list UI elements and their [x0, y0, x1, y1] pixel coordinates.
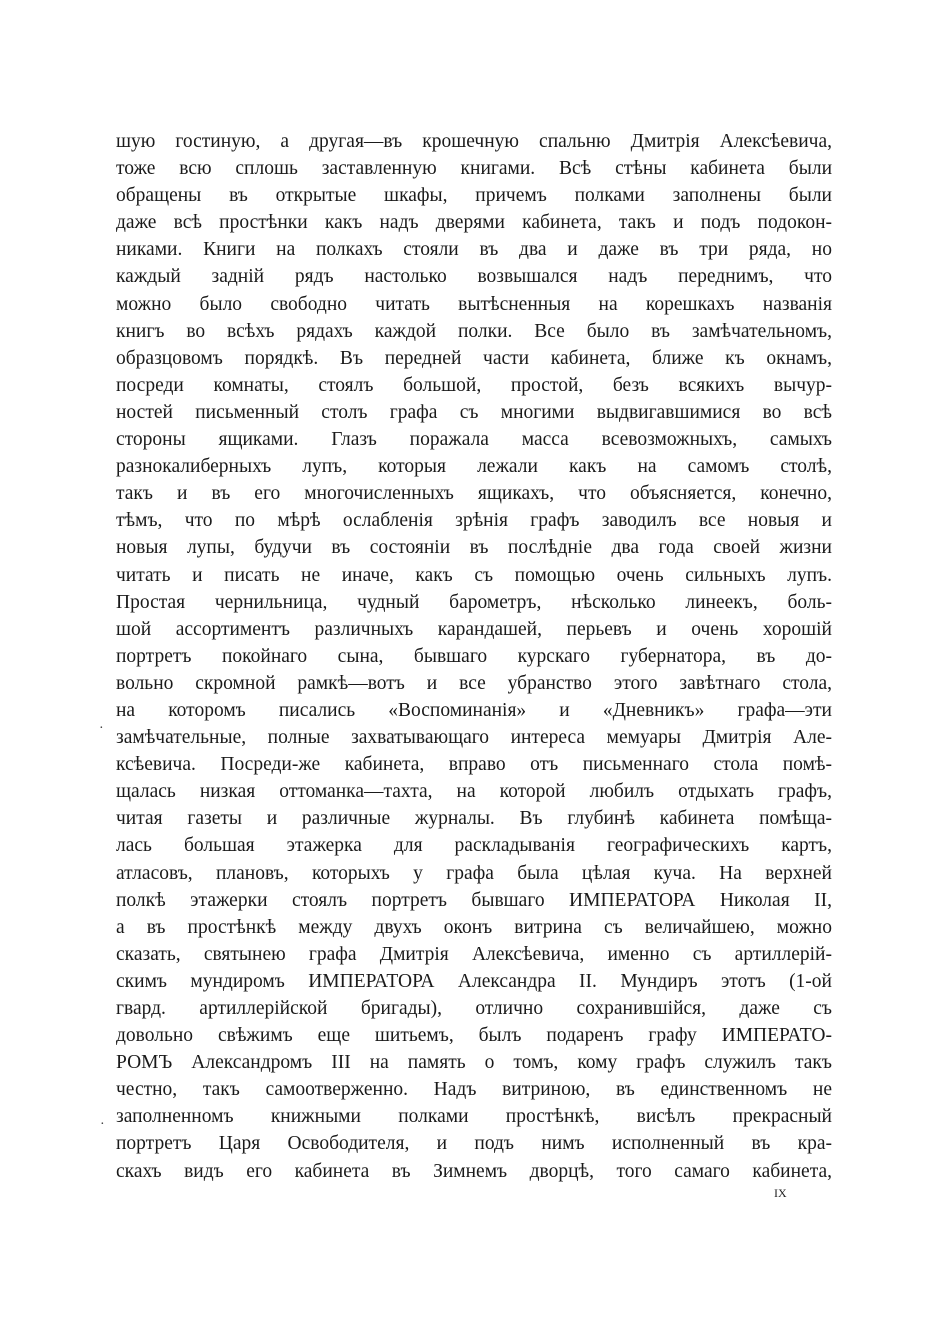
page-body-text [116, 128, 832, 1185]
text-line: вольно скромной рамкѣ—вотъ и все убранство этого завѣтнаго стола, [116, 672, 832, 694]
text-line: никами. Книги на полкахъ стояли въ два и даже въ три ряда, но [116, 239, 832, 261]
text-line: Простая чернильница, чудный барометръ, нѣсколько линеекъ, боль- [116, 591, 832, 613]
text-line: заполненномъ книжными полками простѣнкѣ, висѣлъ прекрасный [116, 1106, 832, 1128]
text-line: стороны ящиками. Глазъ поражала масса всевозможныхъ, самыхъ [116, 429, 832, 451]
text-line: образцовомъ порядкѣ. Въ передней части кабинета, ближе къ окнамъ, [116, 347, 832, 369]
text-line: посреди комнаты, стоялъ большой, простой, безъ всякихъ вычур- [116, 374, 832, 396]
text-line: РОМЪ Александромъ III на память о томъ, кому графъ служилъ такъ [116, 1052, 832, 1074]
page-number: IX [774, 1186, 787, 1200]
text-line: на которомъ писались «Воспоминанія» и «Дневникъ» графа—эти [116, 699, 832, 721]
text-line: портретъ Царя Освободителя, и подъ нимъ исполненный въ кра- [116, 1133, 832, 1155]
text-line: скахъ видъ его кабинета въ Зимнемъ дворцѣ, того самаго кабинета, [116, 1160, 832, 1182]
text-line: тѣмъ, что по мѣрѣ ослабленія зрѣнія графъ заводилъ все новыя и [116, 510, 832, 532]
text-line: ностей письменный столъ графа съ многими выдвигавшимися во всѣ [116, 401, 832, 423]
text-line: читать и писать не иначе, какъ съ помощью очень сильныхъ лупъ. [116, 564, 832, 586]
text-line: ксѣевича. Посреди-же кабинета, вправо отъ письменнаго стола помѣ- [116, 754, 832, 776]
text-line: шую гостиную, а другая—въ крошечную спальню Дмитрія Алексѣевича, [116, 131, 832, 152]
text-line: сказать, святынею графа Дмитрія Алексѣевича, именно съ артиллерій- [116, 943, 832, 965]
text-line: читая газеты и различные журналы. Въ глубинѣ кабинета помѣща- [116, 808, 832, 830]
text-line: атласовъ, плановъ, которыхъ у графа была цѣлая куча. На верхней [116, 862, 832, 884]
text-line: новыя лупы, будучи въ состояніи въ послѣдніе два года своей жизни [116, 537, 832, 559]
text-line: полкѣ этажерки стоялъ портретъ бывшаго ИМПЕРАТОРА Николая II, [116, 889, 832, 911]
text-line: а въ простѣнкѣ между двухъ оконъ витрина съ величайшею, можно [116, 916, 832, 938]
text-line: скимъ мундиромъ ИМПЕРАТОРА Александра II. Мундиръ этотъ (1-ой [116, 970, 832, 992]
text-line: книгъ во всѣхъ рядахъ каждой полки. Все было въ замѣчательномъ, [116, 320, 832, 342]
text-line: даже всѣ простѣнки какъ надъ дверями кабинета, такъ и подъ подокон- [116, 212, 832, 234]
text-line: щалась низкая оттоманка—тахта, на которой любилъ отдыхать графъ, [116, 781, 832, 803]
text-line: каждый задній рядъ настолько возвышался надъ переднимъ, что [116, 266, 832, 288]
text-line: такъ и въ его многочисленныхъ ящикахъ, что объясняется, конечно, [116, 483, 832, 505]
text-line: можно было свободно читать вытѣсненныя на корешкахъ названія [116, 293, 832, 315]
text-line: замѣчательные, полные захватывающаго интереса мемуары Дмитрія Але- [116, 727, 832, 749]
text-line: шой ассортиментъ различныхъ карандашей, перьевъ и очень хорошій [116, 618, 832, 640]
margin-mark: · [100, 1117, 105, 1132]
text-line: честно, такъ самоотверженно. Надъ витриною, въ единственномъ не [116, 1079, 832, 1101]
text-line: тоже всю сплошь заставленную книгами. Всѣ стѣны кабинета были [116, 158, 832, 180]
margin-mark: · [99, 721, 104, 736]
text-line: гвард. артиллерійской бригады), отлично сохранившійся, даже съ [116, 998, 832, 1019]
text-line: обращены въ открытые шкафы, причемъ полками заполнены были [116, 185, 832, 207]
text-line: лась большая этажерка для раскладыванія географическихъ картъ, [116, 835, 832, 857]
text-line: портретъ покойнаго сына, бывшаго курскаго губернатора, въ до- [116, 645, 832, 667]
text-line: довольно свѣжимъ еще шитьемъ, былъ подаренъ графу ИМПЕРАТО- [116, 1025, 832, 1047]
text-line: разнокалиберныхъ лупъ, которыя лежали какъ на самомъ столѣ, [116, 456, 832, 478]
